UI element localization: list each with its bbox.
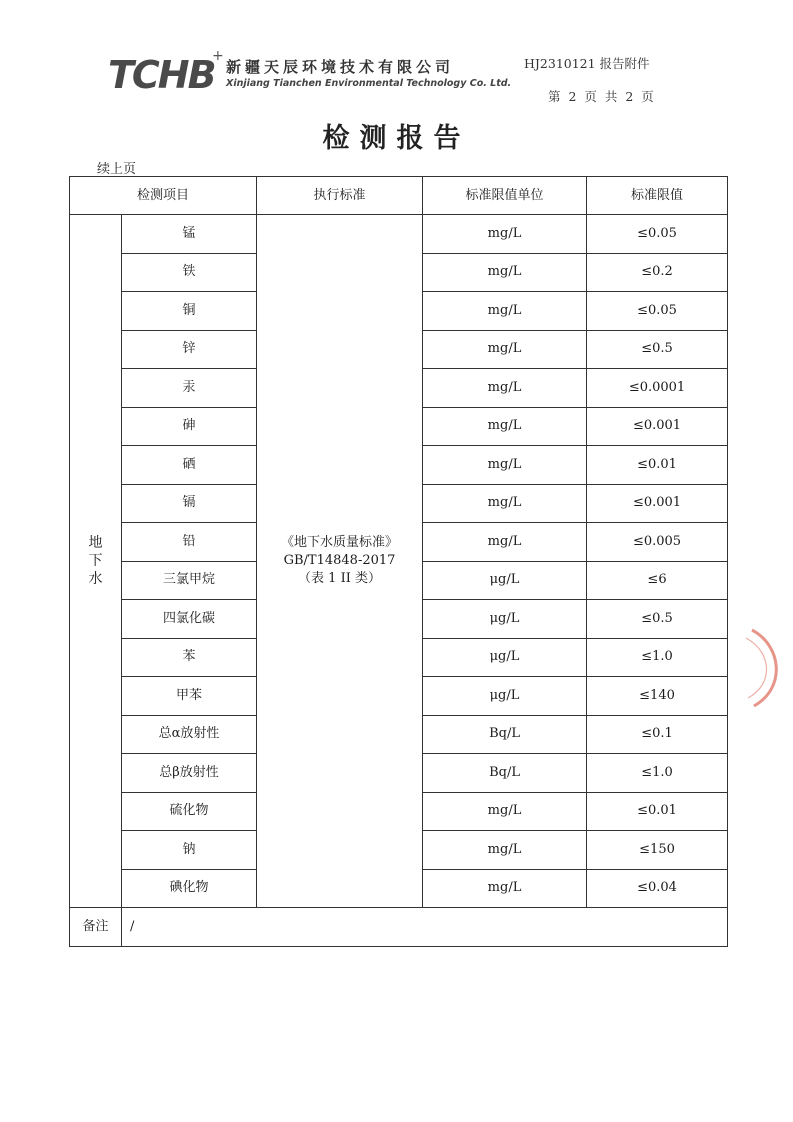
header-standard: 执行标准 [257,177,423,215]
report-table [69,176,728,947]
item-cell: 总α放射性 [122,715,257,754]
unit-cell: μg/L [423,600,587,639]
item-cell: 汞 [122,369,257,408]
item-cell: 硒 [122,446,257,485]
page-info: 第 2 页 共 2 页 [548,89,656,104]
stamp-seal-edge [742,628,793,708]
item-cell: 铁 [122,253,257,292]
limit-cell: ≤0.1 [587,715,728,754]
unit-cell: mg/L [423,446,587,485]
continued-label: 续上页 [97,162,137,177]
item-cell: 砷 [122,407,257,446]
item-cell: 苯 [122,638,257,677]
item-cell: 甲苯 [122,677,257,716]
limit-cell: ≤0.5 [587,600,728,639]
limit-cell: ≤140 [587,677,728,716]
unit-cell: mg/L [423,369,587,408]
item-cell: 钠 [122,831,257,870]
limit-cell: ≤1.0 [587,638,728,677]
unit-cell: μg/L [423,561,587,600]
table-header-row [70,177,728,215]
item-cell: 铜 [122,292,257,331]
unit-cell: mg/L [423,253,587,292]
unit-cell: mg/L [423,215,587,254]
category-cell: 地 下 水 [70,215,122,908]
report-number: HJ2310121 报告附件 [524,56,650,71]
limit-cell: ≤150 [587,831,728,870]
unit-cell: μg/L [423,677,587,716]
unit-cell: μg/L [423,638,587,677]
note-row [70,908,728,947]
unit-cell: mg/L [423,292,587,331]
limit-cell: ≤0.04 [587,869,728,908]
limit-cell: ≤6 [587,561,728,600]
limit-cell: ≤1.0 [587,754,728,793]
item-cell: 碘化物 [122,869,257,908]
limit-cell: ≤0.001 [587,484,728,523]
limit-cell: ≤0.05 [587,215,728,254]
item-cell: 镉 [122,484,257,523]
logo-mark: TCHB [108,53,215,97]
limit-cell: ≤0.2 [587,253,728,292]
item-cell: 硫化物 [122,792,257,831]
limit-cell: ≤0.05 [587,292,728,331]
unit-cell: mg/L [423,869,587,908]
limit-cell: ≤0.001 [587,407,728,446]
header-limit: 标准限值 [587,177,728,215]
unit-cell: mg/L [423,330,587,369]
unit-cell: mg/L [423,792,587,831]
limit-cell: ≤0.0001 [587,369,728,408]
unit-cell: mg/L [423,831,587,870]
logo-plus-icon: + [212,48,224,64]
unit-cell: mg/L [423,407,587,446]
note-value: / [122,908,728,947]
unit-cell: Bq/L [423,715,587,754]
item-cell: 三氯甲烷 [122,561,257,600]
item-cell: 锰 [122,215,257,254]
header-item: 检测项目 [70,177,257,215]
company-name-en: Xinjiang Tianchen Environmental Technology Co. Ltd. [226,78,512,89]
unit-cell: Bq/L [423,754,587,793]
item-cell: 锌 [122,330,257,369]
item-cell: 四氯化碳 [122,600,257,639]
item-cell: 总β放射性 [122,754,257,793]
item-cell: 铅 [122,523,257,562]
page-title: 检测报告 [322,123,471,154]
note-label: 备注 [70,908,122,947]
header-unit: 标准限值单位 [423,177,587,215]
company-name-cn: 新疆天辰环境技术有限公司 [226,58,455,76]
table-row [70,215,728,254]
standard-cell: 《地下水质量标准》 GB/T14848-2017 （表 1 II 类） [257,215,423,908]
unit-cell: mg/L [423,523,587,562]
unit-cell: mg/L [423,484,587,523]
limit-cell: ≤0.5 [587,330,728,369]
limit-cell: ≤0.01 [587,792,728,831]
limit-cell: ≤0.01 [587,446,728,485]
limit-cell: ≤0.005 [587,523,728,562]
